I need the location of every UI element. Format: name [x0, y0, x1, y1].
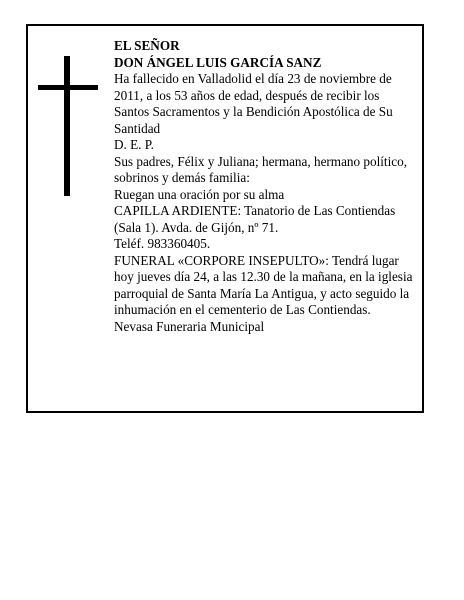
chapel-location: CAPILLA ARDIENTE: Tanatorio de Las Contiendas (Sala 1). Avda. de Gijón, nº 71. — [114, 203, 396, 235]
funeral-details: FUNERAL «CORPORE INSEPULTO»: Tendrá lugar hoy jueves día 24, a las 12.30 de la mañana, en la iglesia parroquial de Santa María La Antigua, y acto seguido la inhumación en el cementerio de Las Contiendas. — [114, 252, 413, 317]
cross-vertical-bar — [64, 56, 70, 196]
funeral-home: Nevasa Funeraria Municipal — [114, 318, 265, 334]
notice-title: EL SEÑOR — [114, 38, 180, 53]
cross-icon — [38, 56, 98, 196]
phone-number: Teléf. 983360405. — [114, 236, 211, 251]
rest-in-peace: D. E. P. — [114, 137, 154, 152]
deceased-name: DON ÁNGEL LUIS GARCÍA SANZ — [114, 54, 322, 70]
prayer-request: Ruegan una oración por su alma — [114, 186, 285, 202]
family-members: Sus padres, Félix y Juliana; hermana, hermano político, sobrinos y demás familia: — [114, 153, 407, 185]
death-announcement: Ha fallecido en Valladolid el día 23 de noviembre de 2011, a los 53 años de edad, después de recibir los Santos Sacramentos y la Bendición Apostólica de Su Santidad — [114, 71, 393, 136]
cross-horizontal-bar — [38, 85, 98, 90]
obituary-text — [114, 38, 416, 335]
